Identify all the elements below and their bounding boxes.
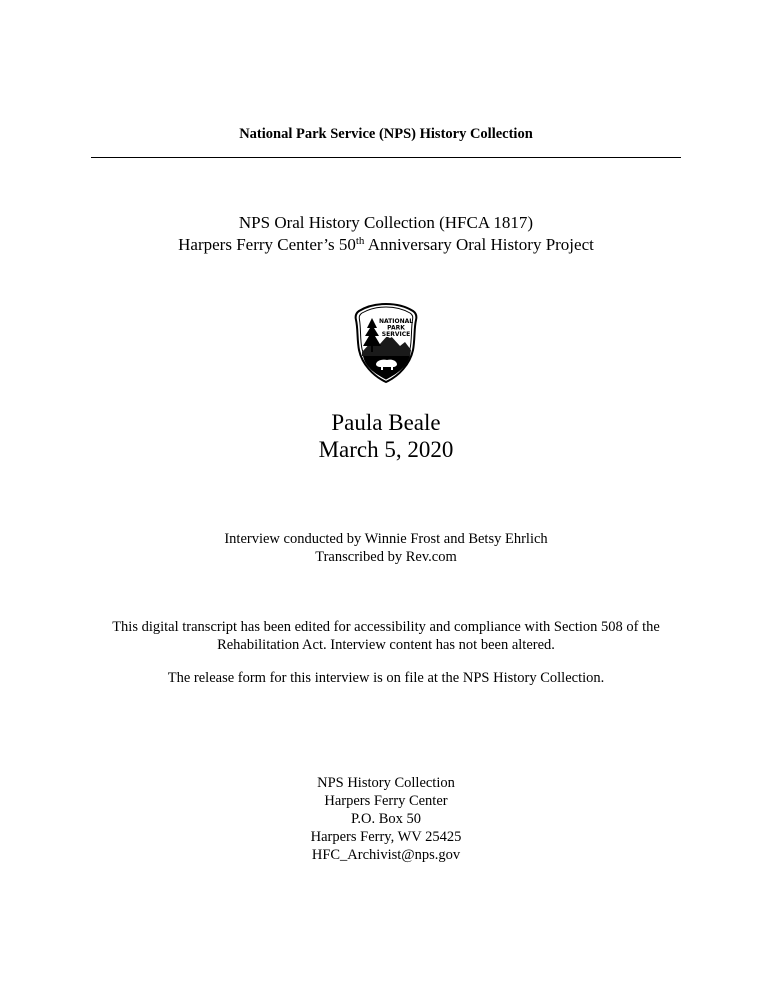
interview-transcribed-by: Transcribed by Rev.com (315, 549, 457, 565)
accessibility-notice (0, 618, 772, 654)
nps-arrowhead-logo-icon (353, 302, 419, 384)
header-title: National Park Service (NPS) History Collection (239, 126, 533, 142)
logo-text-service: SERVICE (381, 331, 411, 338)
project-title-pre: Harpers Ferry Center’s 50 (178, 235, 356, 254)
accessibility-notice-line1: This digital transcript has been edited for accessibility and compliance with Section 508 of the (112, 619, 660, 635)
address-center: Harpers Ferry Center (324, 793, 448, 809)
address-po-box: P.O. Box 50 (350, 811, 422, 827)
logo-text-national: NATIONAL (378, 318, 414, 325)
release-notice: The release form for this interview is on file at the NPS History Collection. (167, 670, 605, 686)
interviewee-block (0, 409, 772, 463)
address-org: NPS History Collection (317, 775, 455, 791)
project-title-post: Anniversary Oral History Project (364, 235, 594, 254)
header-divider (91, 157, 681, 158)
project-title-ordinal: th (355, 235, 365, 247)
logo-text-park: PARK (387, 324, 405, 332)
collection-title: NPS Oral History Collection (HFCA 1817) (238, 213, 534, 232)
interview-conducted-by: Interview conducted by Winnie Frost and Betsy Ehrlich (224, 531, 548, 547)
interview-date: March 5, 2020 (318, 437, 454, 462)
interview-credits (0, 530, 772, 566)
contact-address (0, 774, 772, 864)
project-title (0, 234, 772, 256)
interviewee-name: Paula Beale (331, 410, 441, 435)
address-email: HFC_Archivist@nps.gov (311, 847, 461, 863)
address-city: Harpers Ferry, WV 25425 (310, 829, 462, 845)
accessibility-notice-line2: Rehabilitation Act. Interview content has not been altered. (217, 637, 555, 653)
collection-heading (0, 212, 772, 256)
